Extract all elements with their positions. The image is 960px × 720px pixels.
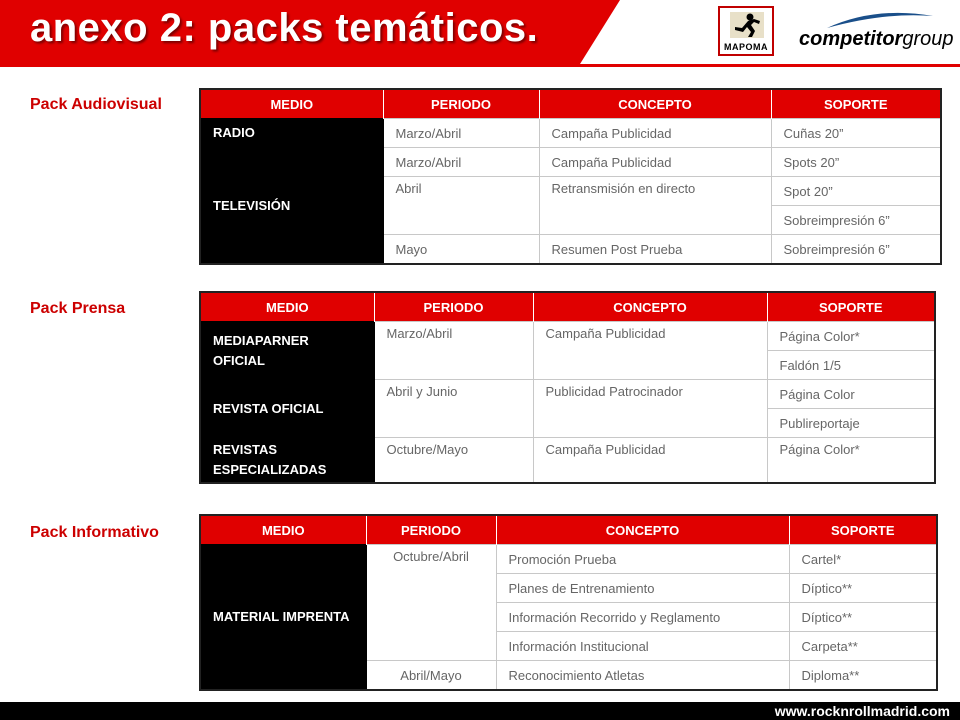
concepto-cell: Campaña Publicidad xyxy=(533,322,767,380)
column-header-medio: MEDIO xyxy=(200,292,374,322)
column-header-soporte: SOPORTE xyxy=(771,89,941,119)
concepto-cell: Campaña Publicidad xyxy=(539,119,771,148)
concepto-cell: Campaña Publicidad xyxy=(539,148,771,177)
soporte-cell: Página Color* xyxy=(767,322,935,351)
column-header-soporte: SOPORTE xyxy=(767,292,935,322)
pack-informativo-label: Pack Informativo xyxy=(30,524,159,541)
column-header-medio: MEDIO xyxy=(200,515,366,545)
runner-icon xyxy=(730,12,764,38)
concepto-cell: Publicidad Patrocinador xyxy=(533,380,767,438)
concepto-cell: Campaña Publicidad xyxy=(533,438,767,484)
column-header-concepto: CONCEPTO xyxy=(496,515,789,545)
periodo-cell: Marzo/Abril xyxy=(374,322,533,380)
medio-cell-television: TELEVISIÓN xyxy=(200,148,383,265)
concepto-cell: Información Institucional xyxy=(496,632,789,661)
pack-audiovisual-table xyxy=(199,88,942,265)
medio-cell-revista-oficial: REVISTA OFICIAL xyxy=(200,380,374,438)
pack-prensa-table xyxy=(199,291,936,484)
medio-cell-radio: RADIO xyxy=(200,119,383,148)
table-row xyxy=(200,119,941,148)
column-header-concepto: CONCEPTO xyxy=(539,89,771,119)
column-header-soporte: SOPORTE xyxy=(789,515,937,545)
soporte-cell: Cuñas 20” xyxy=(771,119,941,148)
concepto-cell: Promoción Prueba xyxy=(496,545,789,574)
soporte-cell: Sobreimpresión 6” xyxy=(771,206,941,235)
soporte-cell: Spot 20” xyxy=(771,177,941,206)
medio-cell-revistas-especializadas: REVISTAS ESPECIALIZADAS xyxy=(200,438,374,484)
soporte-cell: Díptico** xyxy=(789,603,937,632)
column-header-medio: MEDIO xyxy=(200,89,383,119)
website-link[interactable]: www.rocknrollmadrid.com xyxy=(774,703,950,719)
header xyxy=(0,0,960,66)
soporte-cell: Página Color xyxy=(767,380,935,409)
soporte-cell: Diploma** xyxy=(789,661,937,691)
medio-cell-material-imprenta: MATERIAL IMPRENTA xyxy=(200,545,366,691)
table-row xyxy=(200,322,935,351)
group-logo-word: group xyxy=(902,28,954,50)
table-row xyxy=(200,438,935,484)
soporte-cell: Carpeta** xyxy=(789,632,937,661)
concepto-cell: Reconocimiento Atletas xyxy=(496,661,789,691)
soporte-cell: Página Color* xyxy=(767,438,935,484)
pack-prensa-label: Pack Prensa xyxy=(30,300,126,317)
periodo-cell: Mayo xyxy=(383,235,539,265)
table-header-row xyxy=(200,89,941,119)
table-row xyxy=(200,148,941,177)
table-header-row xyxy=(200,292,935,322)
periodo-cell: Octubre/Abril xyxy=(366,545,496,661)
soporte-cell: Faldón 1/5 xyxy=(767,351,935,380)
footer-bar xyxy=(0,702,960,720)
soporte-cell: Spots 20” xyxy=(771,148,941,177)
periodo-cell: Marzo/Abril xyxy=(383,148,539,177)
soporte-cell: Cartel* xyxy=(789,545,937,574)
periodo-cell: Abril y Junio xyxy=(374,380,533,438)
soporte-cell: Díptico** xyxy=(789,574,937,603)
column-header-concepto: CONCEPTO xyxy=(533,292,767,322)
table-header-row xyxy=(200,515,937,545)
mapoma-logo xyxy=(718,6,774,56)
soporte-cell: Sobreimpresión 6” xyxy=(771,235,941,265)
table-row xyxy=(200,545,937,574)
table-row xyxy=(200,380,935,409)
concepto-cell: Retransmisión en directo xyxy=(539,177,771,235)
column-header-periodo: PERIODO xyxy=(383,89,539,119)
medio-cell-mediapartner: MEDIAPARNER OFICIAL xyxy=(200,322,374,380)
periodo-cell: Abril xyxy=(383,177,539,235)
periodo-cell: Octubre/Mayo xyxy=(374,438,533,484)
page-title: anexo 2: packs temáticos. xyxy=(30,6,539,50)
pack-audiovisual-label: Pack Audiovisual xyxy=(30,96,162,113)
concepto-cell: Información Recorrido y Reglamento xyxy=(496,603,789,632)
competitor-group-logo-text xyxy=(799,28,954,51)
competitor-group-logo xyxy=(795,10,954,54)
concepto-cell: Planes de Entrenamiento xyxy=(496,574,789,603)
competitor-logo-word: competitor xyxy=(799,28,903,50)
soporte-cell: Publireportaje xyxy=(767,409,935,438)
mapoma-logo-text: MAPOMA xyxy=(724,42,768,52)
column-header-periodo: PERIODO xyxy=(374,292,533,322)
column-header-periodo: PERIODO xyxy=(366,515,496,545)
header-divider xyxy=(0,64,960,67)
concepto-cell: Resumen Post Prueba xyxy=(539,235,771,265)
periodo-cell: Abril/Mayo xyxy=(366,661,496,691)
pack-informativo-table xyxy=(199,514,938,691)
swoosh-icon xyxy=(825,10,935,30)
periodo-cell: Marzo/Abril xyxy=(383,119,539,148)
